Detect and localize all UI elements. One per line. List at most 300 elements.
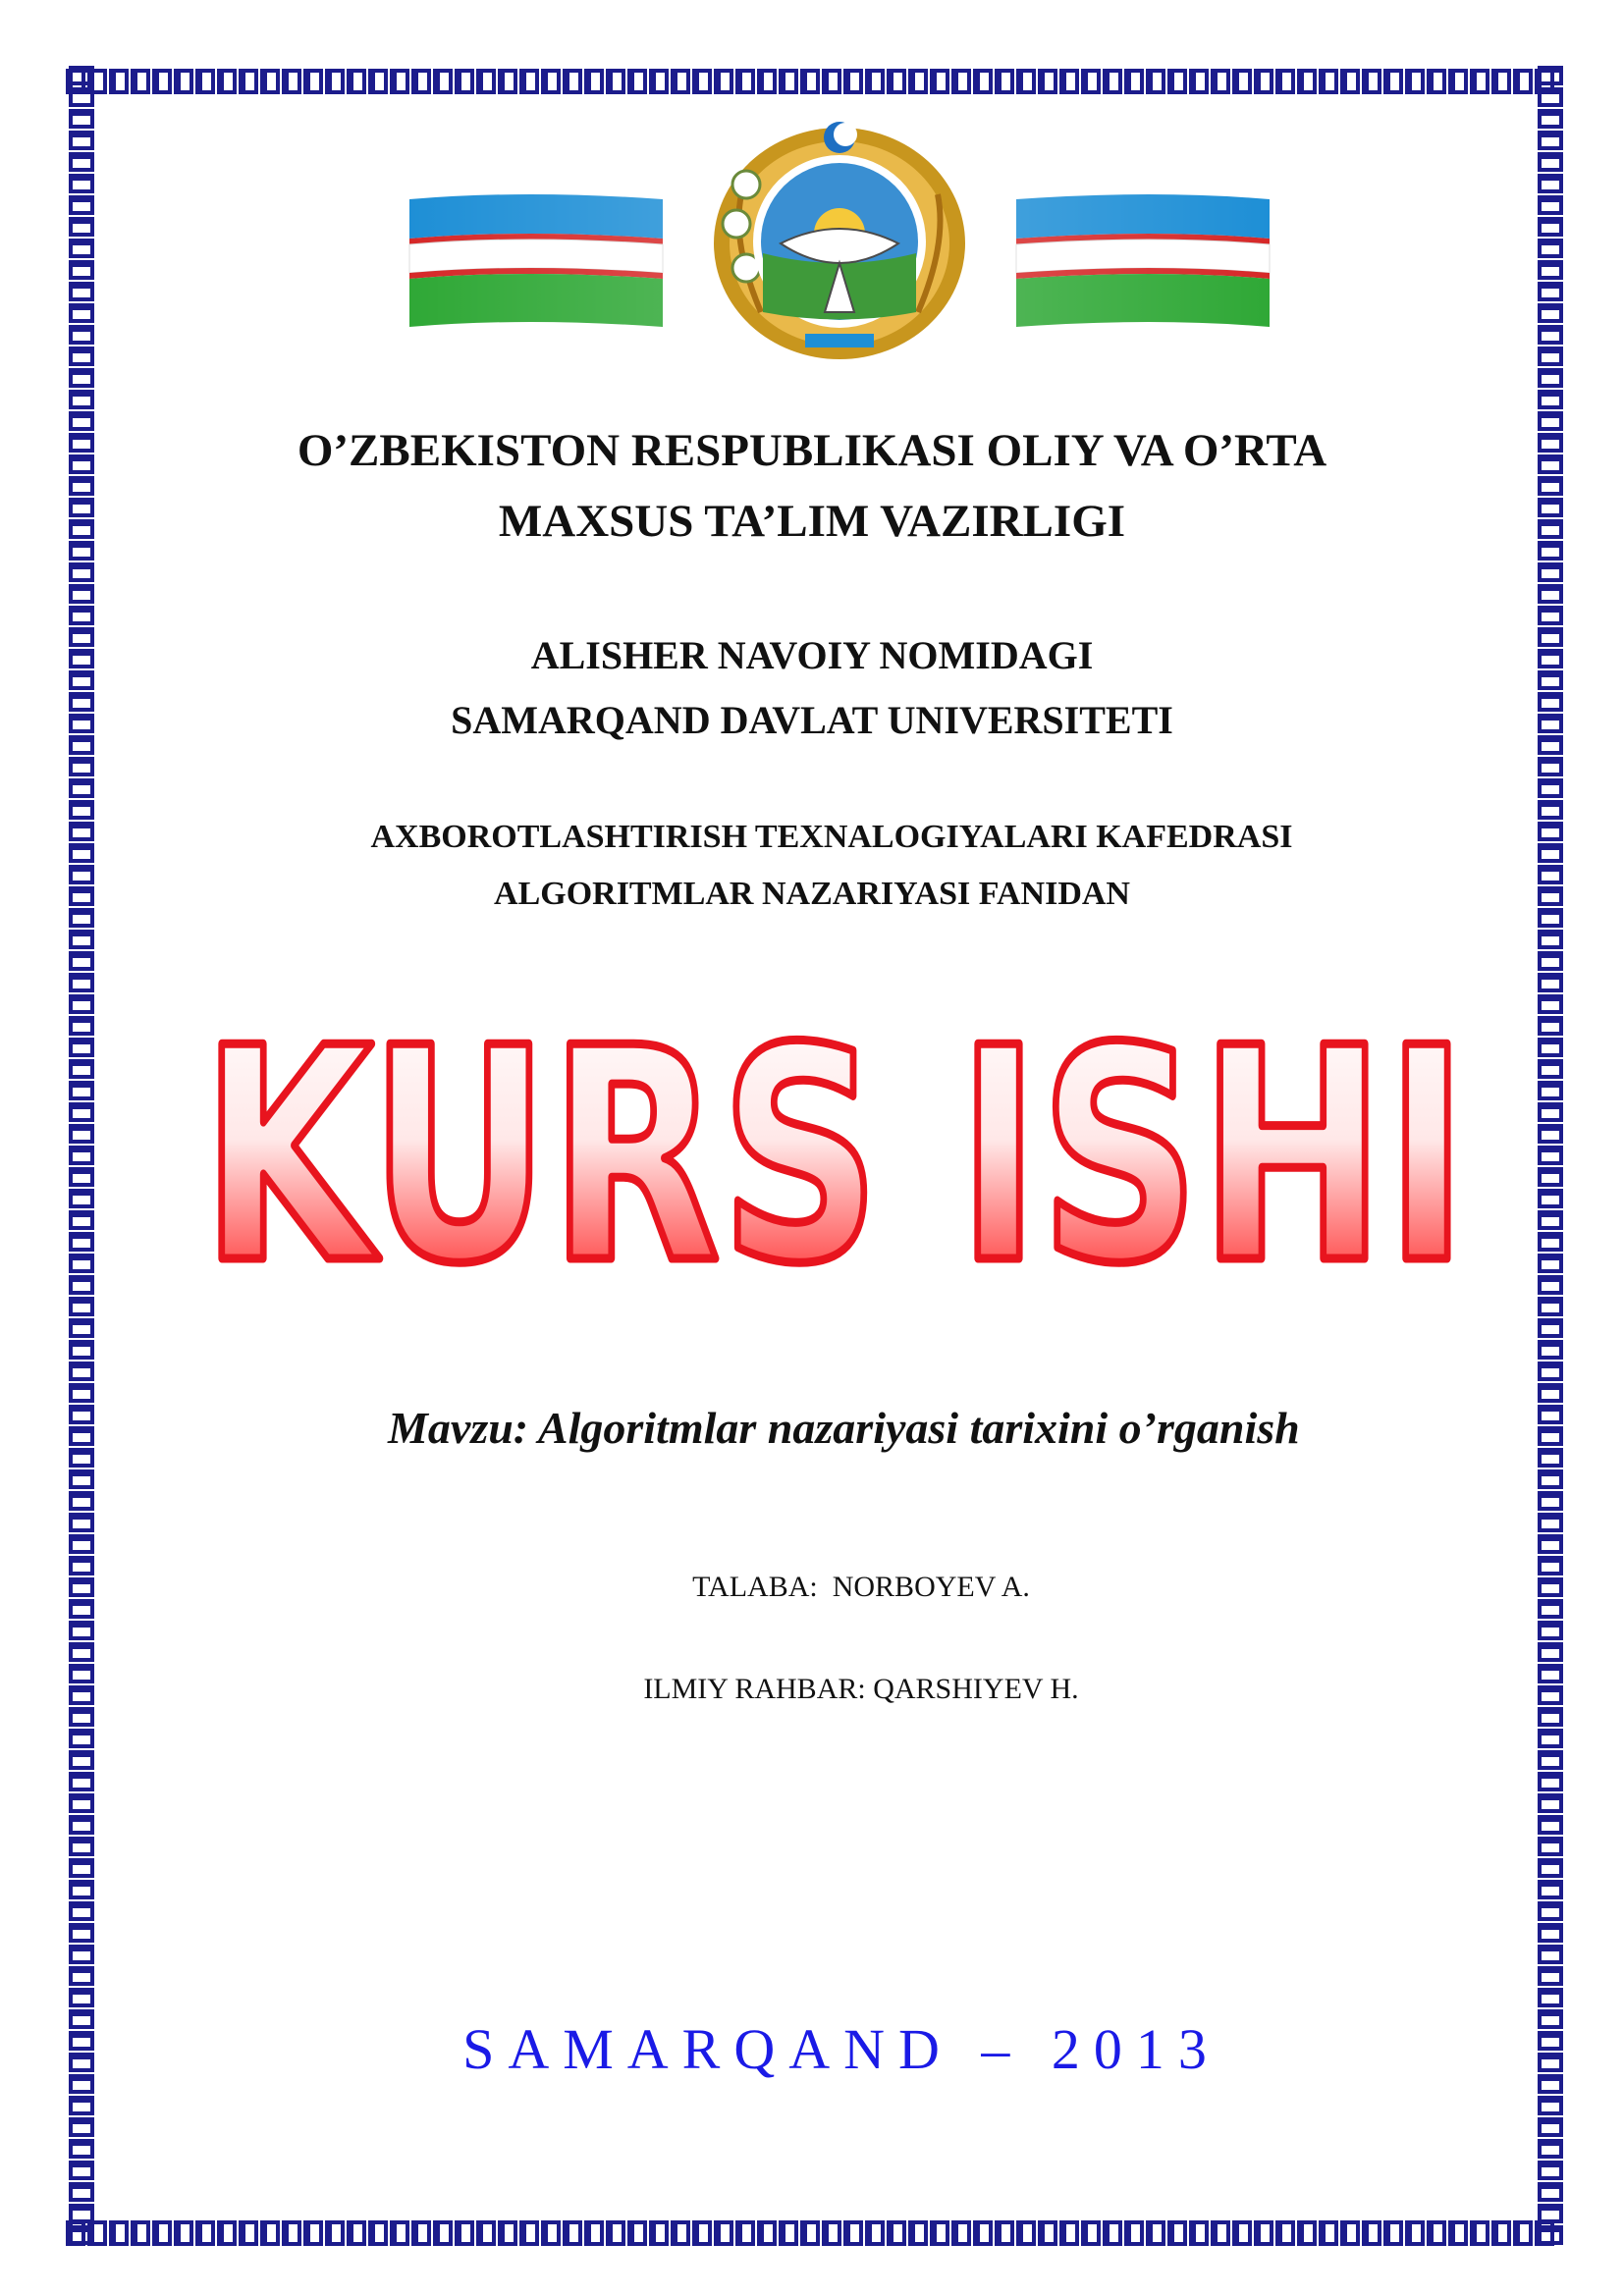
frame-link-accent xyxy=(1540,1925,1561,1930)
frame-link-accent xyxy=(1540,1126,1561,1131)
frame-link-accent xyxy=(1540,543,1561,548)
frame-link-accent xyxy=(457,71,461,92)
frame-link-accent xyxy=(1540,932,1561,936)
frame-link-accent xyxy=(1515,2222,1520,2244)
frame-link-accent xyxy=(1540,1191,1561,1196)
frame-link-accent xyxy=(71,1018,92,1023)
frame-link-accent xyxy=(71,1515,92,1520)
frame-link-accent xyxy=(154,71,159,92)
frame-link-accent xyxy=(71,1601,92,1606)
frame-link-accent xyxy=(521,2222,526,2244)
frame-link-accent xyxy=(1256,2222,1261,2244)
frame-link-accent xyxy=(71,392,92,397)
frame-link-accent xyxy=(71,1990,92,1995)
frame-link-accent xyxy=(1540,392,1561,397)
frame-link-accent xyxy=(737,2222,742,2244)
frame-border-left xyxy=(65,65,98,2250)
frame-border-bottom xyxy=(65,2216,1567,2250)
frame-link-accent xyxy=(71,1903,92,1908)
frame-link-accent xyxy=(1540,2206,1561,2211)
frame-link-accent xyxy=(1385,71,1390,92)
frame-link-accent xyxy=(71,500,92,505)
frame-link-accent xyxy=(197,71,202,92)
frame-link-accent xyxy=(71,2141,92,2146)
frame-link-accent xyxy=(71,2098,92,2103)
frame-link-accent xyxy=(349,71,353,92)
frame-link-accent xyxy=(802,71,807,92)
frame-link-accent xyxy=(71,370,92,375)
frame-link-accent xyxy=(1540,1687,1561,1692)
frame-link-accent xyxy=(1540,327,1561,332)
frame-link-accent xyxy=(1321,71,1326,92)
frame-link-accent xyxy=(1540,1148,1561,1152)
frame-link-accent xyxy=(71,564,92,569)
frame-link-accent xyxy=(1540,1428,1561,1433)
frame-link-accent xyxy=(71,1493,92,1498)
frame-link-accent xyxy=(1126,2222,1131,2244)
frame-link-accent xyxy=(1540,1061,1561,1066)
frame-link-accent xyxy=(716,71,721,92)
frame-link-accent xyxy=(781,71,785,92)
frame-link-accent xyxy=(71,1471,92,1476)
frame-link-accent xyxy=(71,1644,92,1649)
student-label: TALABA: xyxy=(692,1571,833,1603)
frame-link-accent xyxy=(1540,1212,1561,1217)
frame-link-accent xyxy=(392,71,397,92)
frame-link-accent xyxy=(1385,2222,1390,2244)
frame-link-accent xyxy=(867,71,872,92)
frame-link-accent xyxy=(1540,240,1561,245)
frame-link-accent xyxy=(1540,953,1561,958)
student-line xyxy=(206,1571,1516,1604)
frame-link-accent xyxy=(586,71,591,92)
frame-link-accent xyxy=(457,2222,461,2244)
frame-link-accent xyxy=(1126,71,1131,92)
frame-link-accent xyxy=(71,586,92,591)
footer-city: SAMARQAND xyxy=(462,2017,953,2081)
frame-link-accent xyxy=(176,71,181,92)
frame-link-accent xyxy=(71,478,92,483)
frame-link-accent xyxy=(1540,1083,1561,1088)
frame-link-accent xyxy=(1472,71,1477,92)
frame-link-accent xyxy=(565,71,569,92)
frame-link-accent xyxy=(781,2222,785,2244)
emblem-banner xyxy=(407,116,1272,361)
frame-link-accent xyxy=(1540,1947,1561,1951)
frame-link-accent xyxy=(1105,71,1110,92)
frame-link-accent xyxy=(1321,2222,1326,2244)
frame-link-accent xyxy=(802,2222,807,2244)
student-name: NORBOYEV A. xyxy=(832,1571,1030,1603)
frame-link-accent xyxy=(71,1407,92,1412)
frame-link-accent xyxy=(1277,71,1282,92)
frame-link-accent xyxy=(1540,435,1561,440)
frame-link-accent xyxy=(1540,1493,1561,1498)
frame-link-accent xyxy=(651,71,656,92)
frame-link-accent xyxy=(71,1947,92,1951)
frame-link-accent xyxy=(1105,2222,1110,2244)
frame-link-accent xyxy=(759,71,764,92)
frame-link-accent xyxy=(1429,2222,1434,2244)
frame-link-accent xyxy=(71,1061,92,1066)
frame-link-accent xyxy=(1540,608,1561,613)
frame-link-accent xyxy=(71,1234,92,1239)
frame-link-accent xyxy=(975,2222,980,2244)
frame-link-accent xyxy=(1540,1990,1561,1995)
frame-link-accent xyxy=(370,71,375,92)
frame-link-accent xyxy=(1540,629,1561,634)
frame-link-accent xyxy=(500,2222,505,2244)
frame-link-accent xyxy=(1540,1450,1561,1455)
frame-link-accent xyxy=(1234,71,1239,92)
frame-link-accent xyxy=(71,133,92,137)
frame-link-accent xyxy=(1540,133,1561,137)
frame-link-accent xyxy=(71,1385,92,1390)
frame-border-right xyxy=(1534,65,1567,2250)
frame-link-accent xyxy=(71,197,92,202)
frame-link-accent xyxy=(1540,1774,1561,1779)
frame-link-accent xyxy=(1429,71,1434,92)
frame-link-accent xyxy=(71,2163,92,2167)
frame-link-accent xyxy=(71,1104,92,1109)
frame-link-accent xyxy=(673,71,677,92)
frame-link-accent xyxy=(71,1428,92,1433)
frame-link-accent xyxy=(1493,71,1498,92)
frame-link-accent xyxy=(71,1342,92,1347)
frame-link-accent xyxy=(1540,1104,1561,1109)
frame-link-accent xyxy=(586,2222,591,2244)
frame-link-accent xyxy=(651,2222,656,2244)
frame-link-accent xyxy=(241,71,245,92)
frame-link-accent xyxy=(71,867,92,872)
frame-link-accent xyxy=(975,71,980,92)
frame-link-accent xyxy=(1540,1558,1561,1563)
frame-link-accent xyxy=(1083,2222,1088,2244)
footer-dash: – xyxy=(952,2017,1052,2081)
frame-link-accent xyxy=(71,1450,92,1455)
frame-link-accent xyxy=(1061,71,1066,92)
frame-link-accent xyxy=(1540,1601,1561,1606)
topic-text: Algoritmlar nazariyasi tarixini o’rganish xyxy=(528,1403,1300,1453)
frame-link-accent xyxy=(1342,71,1347,92)
frame-link-accent xyxy=(1540,910,1561,915)
frame-link-accent xyxy=(1540,456,1561,461)
frame-link-accent xyxy=(1540,1968,1561,1973)
frame-link-accent xyxy=(1540,1709,1561,1714)
frame-link-accent xyxy=(71,456,92,461)
frame-link-accent xyxy=(824,2222,829,2244)
frame-link-accent xyxy=(71,1299,92,1304)
footer-year: 2013 xyxy=(1051,2017,1220,2081)
frame-link-accent xyxy=(1540,413,1561,418)
frame-link-accent xyxy=(1018,2222,1023,2244)
frame-link-accent xyxy=(1540,111,1561,116)
frame-link-accent xyxy=(71,521,92,526)
frame-link-accent xyxy=(71,1579,92,1584)
frame-link-accent xyxy=(1540,2227,1561,2232)
frame-link-accent xyxy=(1234,2222,1239,2244)
department-line-2: ALGORITMLAR NAZARIYASI FANIDAN xyxy=(494,876,1130,912)
frame-link-accent xyxy=(1540,2011,1561,2016)
frame-link-accent xyxy=(71,672,92,677)
frame-link-accent xyxy=(608,2222,613,2244)
frame-link-accent xyxy=(1540,348,1561,353)
frame-link-accent xyxy=(889,71,893,92)
frame-link-accent xyxy=(71,608,92,613)
frame-link-accent xyxy=(1515,71,1520,92)
frame-link-accent xyxy=(133,71,137,92)
frame-link-accent xyxy=(824,71,829,92)
frame-link-accent xyxy=(413,2222,418,2244)
frame-link-accent xyxy=(716,2222,721,2244)
frame-link-accent xyxy=(1540,1471,1561,1476)
frame-link-accent xyxy=(1540,672,1561,677)
course-work-title xyxy=(196,1001,1473,1296)
frame-link-accent xyxy=(71,932,92,936)
frame-link-accent xyxy=(435,2222,440,2244)
frame-link-accent xyxy=(1540,1407,1561,1412)
frame-link-accent xyxy=(759,2222,764,2244)
frame-link-accent xyxy=(71,2184,92,2189)
frame-link-accent xyxy=(71,1774,92,1779)
frame-link-accent xyxy=(1540,284,1561,289)
frame-link-accent xyxy=(262,2222,267,2244)
frame-link-accent xyxy=(71,953,92,958)
frame-link-accent xyxy=(1213,2222,1218,2244)
frame-link-accent xyxy=(71,1752,92,1757)
frame-link-accent xyxy=(71,176,92,181)
frame-link-accent xyxy=(1540,1666,1561,1671)
frame-link-accent xyxy=(1472,2222,1477,2244)
frame-link-accent xyxy=(565,2222,569,2244)
frame-link-accent xyxy=(1540,2033,1561,2038)
frame-link-accent xyxy=(1540,521,1561,526)
frame-link-accent xyxy=(71,910,92,915)
frame-link-accent xyxy=(1540,802,1561,807)
frame-link-accent xyxy=(71,240,92,245)
frame-link-accent xyxy=(71,1148,92,1152)
frame-link-accent xyxy=(71,1860,92,1865)
frame-link-accent xyxy=(71,1536,92,1541)
frame-link-accent xyxy=(1540,1882,1561,1887)
frame-link-accent xyxy=(1493,2222,1498,2244)
frame-link-accent xyxy=(1540,1515,1561,1520)
frame-link-accent xyxy=(478,2222,483,2244)
frame-link-accent xyxy=(910,2222,915,2244)
frame-link-accent xyxy=(1299,71,1304,92)
frame-link-accent xyxy=(133,2222,137,2244)
frame-link-accent xyxy=(71,2227,92,2232)
frame-link-accent xyxy=(932,2222,937,2244)
footer-city-year xyxy=(157,2016,1526,2082)
frame-link-accent xyxy=(71,284,92,289)
frame-link-accent xyxy=(71,759,92,764)
frame-link-accent xyxy=(71,89,92,94)
frame-link-accent xyxy=(327,71,332,92)
frame-link-accent xyxy=(71,1709,92,1714)
frame-link-accent xyxy=(71,1191,92,1196)
frame-link-accent xyxy=(1540,1860,1561,1865)
department-line-1: AXBOROTLASHTIRISH TEXNALOGIYALARI KAFEDRASI xyxy=(370,819,1293,855)
frame-border-top xyxy=(65,65,1567,98)
state-emblem-icon xyxy=(714,122,965,359)
topic-line xyxy=(388,1402,1300,1454)
frame-link-accent xyxy=(1540,219,1561,224)
frame-link-accent xyxy=(953,71,958,92)
frame-link-accent xyxy=(1540,305,1561,310)
frame-link-accent xyxy=(629,2222,634,2244)
frame-link-accent xyxy=(1540,2141,1561,2146)
frame-link-accent xyxy=(71,219,92,224)
frame-link-accent xyxy=(305,71,310,92)
frame-link-accent xyxy=(71,1212,92,1217)
frame-link-accent xyxy=(1540,867,1561,872)
frame-link-accent xyxy=(1407,2222,1412,2244)
frame-link-accent xyxy=(1540,1903,1561,1908)
frame-link-accent xyxy=(867,2222,872,2244)
frame-link-accent xyxy=(1540,716,1561,721)
frame-link-accent xyxy=(1540,759,1561,764)
frame-link-accent xyxy=(71,996,92,1001)
frame-link-accent xyxy=(1540,737,1561,742)
frame-link-accent xyxy=(997,71,1001,92)
frame-link-accent xyxy=(521,71,526,92)
frame-link-accent xyxy=(737,71,742,92)
frame-link-accent xyxy=(1364,71,1369,92)
frame-link-accent xyxy=(435,71,440,92)
frame-link-accent xyxy=(1061,2222,1066,2244)
frame-link-accent xyxy=(71,348,92,353)
frame-link-accent xyxy=(1148,71,1153,92)
frame-link-accent xyxy=(1169,2222,1174,2244)
frame-link-accent xyxy=(71,2011,92,2016)
frame-link-accent xyxy=(71,888,92,893)
title-text: KURS ISHI xyxy=(201,1001,1468,1296)
frame-link-accent xyxy=(111,71,116,92)
frame-link-accent xyxy=(1540,1299,1561,1304)
frame-link-accent xyxy=(176,2222,181,2244)
frame-link-accent xyxy=(71,1320,92,1325)
frame-link-accent xyxy=(71,1363,92,1368)
frame-link-accent xyxy=(1540,68,1561,73)
frame-link-accent xyxy=(910,71,915,92)
frame-link-accent xyxy=(71,2076,92,2081)
university-name-line-1: ALISHER NAVOIY NOMIDAGI xyxy=(530,633,1094,677)
frame-link-accent xyxy=(1540,1018,1561,1023)
frame-link-accent xyxy=(1540,2098,1561,2103)
frame-link-accent xyxy=(1407,71,1412,92)
frame-link-accent xyxy=(71,780,92,785)
frame-link-accent xyxy=(71,154,92,159)
frame-link-accent xyxy=(1540,1623,1561,1628)
frame-link-accent xyxy=(1540,845,1561,850)
frame-link-accent xyxy=(71,1968,92,1973)
advisor-line xyxy=(206,1673,1516,1706)
frame-link-accent xyxy=(543,71,548,92)
frame-link-accent xyxy=(889,2222,893,2244)
frame-link-accent xyxy=(71,716,92,721)
frame-link-accent xyxy=(71,262,92,267)
frame-link-accent xyxy=(953,2222,958,2244)
frame-link-accent xyxy=(1540,1817,1561,1822)
frame-link-accent xyxy=(500,71,505,92)
frame-link-accent xyxy=(71,68,92,73)
frame-link-accent xyxy=(1191,71,1196,92)
frame-link-accent xyxy=(1540,780,1561,785)
frame-link-accent xyxy=(1540,651,1561,656)
frame-link-accent xyxy=(1540,1040,1561,1044)
frame-link-accent xyxy=(997,2222,1001,2244)
frame-link-accent xyxy=(71,1623,92,1628)
frame-link-accent xyxy=(1540,2119,1561,2124)
frame-link-accent xyxy=(1256,71,1261,92)
frame-link-accent xyxy=(1540,1644,1561,1649)
frame-link-accent xyxy=(71,305,92,310)
frame-link-accent xyxy=(1018,71,1023,92)
frame-link-accent xyxy=(71,845,92,850)
frame-link-accent xyxy=(1540,262,1561,267)
frame-link-accent xyxy=(1540,888,1561,893)
frame-link-accent xyxy=(1364,2222,1369,2244)
frame-link-accent xyxy=(1540,996,1561,1001)
frame-link-accent xyxy=(1540,1579,1561,1584)
frame-link-accent xyxy=(1450,71,1455,92)
frame-link-accent xyxy=(219,2222,224,2244)
frame-link-accent xyxy=(478,71,483,92)
frame-link-accent xyxy=(71,1839,92,1843)
frame-link-accent xyxy=(1169,71,1174,92)
frame-link-accent xyxy=(305,2222,310,2244)
frame-link-accent xyxy=(219,71,224,92)
frame-link-accent xyxy=(71,2119,92,2124)
topic-label: Mavzu: xyxy=(388,1403,529,1453)
frame-link-accent xyxy=(608,71,613,92)
ministry-title-line-1: O’ZBEKISTON RESPUBLIKASI OLIY VA O’RTA xyxy=(297,425,1327,476)
frame-link-accent xyxy=(1540,89,1561,94)
frame-link-accent xyxy=(543,2222,548,2244)
frame-link-accent xyxy=(71,1882,92,1887)
frame-link-accent xyxy=(1540,1731,1561,1735)
frame-link-accent xyxy=(1342,2222,1347,2244)
frame-link-accent xyxy=(71,1795,92,1800)
frame-link-accent xyxy=(694,2222,699,2244)
frame-link-accent xyxy=(1299,2222,1304,2244)
frame-link-accent xyxy=(1148,2222,1153,2244)
frame-link-accent xyxy=(1540,370,1561,375)
frame-link-accent xyxy=(1540,1169,1561,1174)
advisor-name: QARSHIYEV H. xyxy=(873,1673,1079,1705)
frame-link-accent xyxy=(845,71,850,92)
frame-link-accent xyxy=(71,802,92,807)
frame-link-accent xyxy=(71,1169,92,1174)
frame-link-accent xyxy=(1540,197,1561,202)
frame-link-accent xyxy=(1213,71,1218,92)
frame-link-accent xyxy=(1540,478,1561,483)
university-name-line-2: SAMARQAND DAVLAT UNIVERSITETI xyxy=(451,698,1173,742)
frame-link-accent xyxy=(71,1277,92,1282)
frame-link-accent xyxy=(1540,1839,1561,1843)
frame-link-accent xyxy=(1540,1320,1561,1325)
frame-link-accent xyxy=(197,2222,202,2244)
frame-link-accent xyxy=(71,543,92,548)
frame-link-accent xyxy=(284,2222,289,2244)
frame-link-accent xyxy=(71,1040,92,1044)
frame-link-accent xyxy=(1540,1385,1561,1390)
frame-link-accent xyxy=(1540,1255,1561,1260)
frame-link-accent xyxy=(71,1666,92,1671)
frame-link-accent xyxy=(1540,2163,1561,2167)
frame-link-accent xyxy=(1540,694,1561,699)
